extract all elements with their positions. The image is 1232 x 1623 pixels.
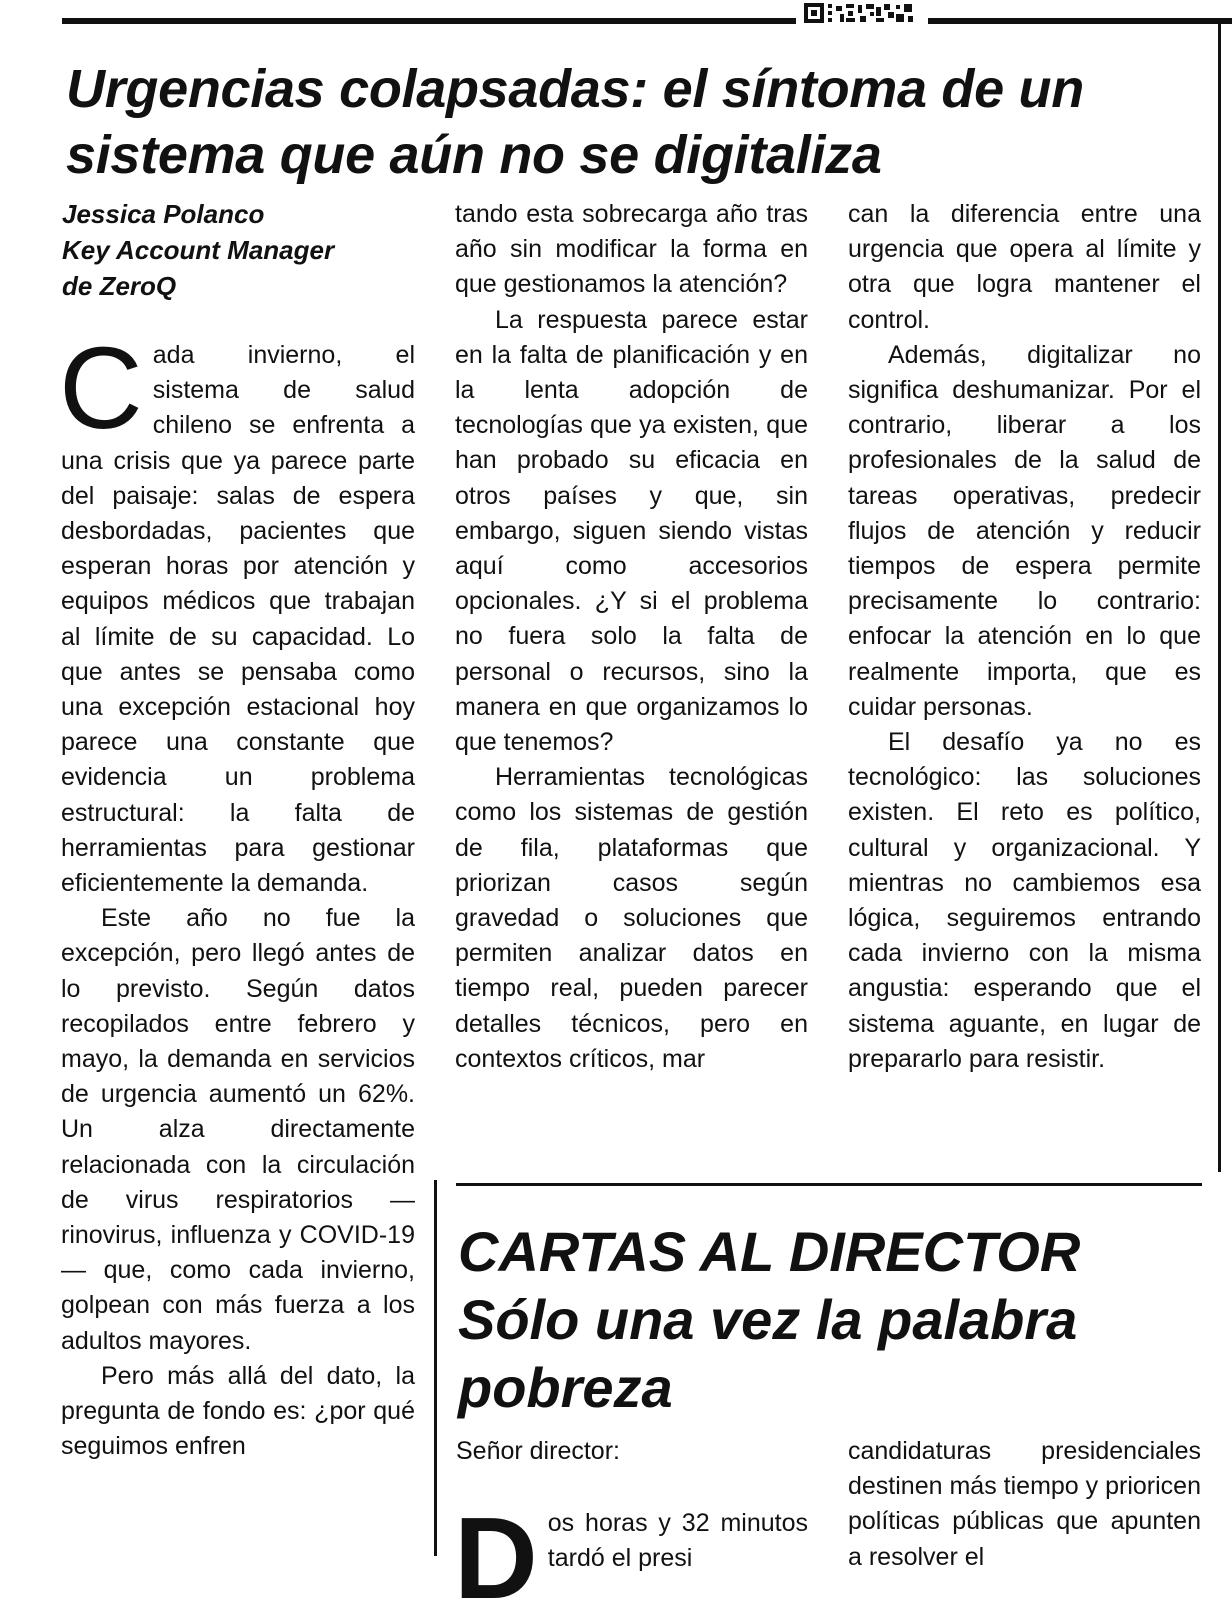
article-column-1 [59, 323, 415, 1465]
article-headline: Urgencias colapsadas: el síntoma de un sistema que aún no se digitaliza [66, 59, 1084, 185]
article-paragraph: Además, digitalizar no significa deshumanizar. Por el contrario, liberar a los profesionales de la salud de tareas operativas, predecir flujos de atención y reducir tiempos de espera permite precisamente lo contrario: enfocar la atención en lo que realmente importa, que es cuidar personas. [848, 340, 1201, 721]
drop-cap: D [454, 1493, 538, 1623]
paragraph-text: os horas y 32 minutos tardó el presi [547, 1509, 808, 1573]
paragraph-text: ada invierno, el sistema de salud chileno se enfrenta a una crisis que ya parece parte del paisaje: salas de espera desbordadas, pacientes que esperan horas por atención y equipos médicos que trabajan al límite de su capacidad. Lo que antes se pensaba como una excepción estacional hoy parece una constante que evidencia un problema estructural: la falta de herramientas para gestionar eficientemente la demanda. [61, 341, 415, 898]
letter-paragraph: candidaturas presidenciales destinen más tiempo y prioricen políticas públicas que apunten a resolver el [848, 1437, 1201, 1571]
article-column-2 [455, 197, 808, 1077]
article-paragraph [59, 323, 415, 901]
article-paragraph: Pero más allá del dato, la pregunta de fondo es: ¿por qué seguimos enfren [61, 1361, 415, 1461]
author-company: de ZeroQ [62, 271, 177, 301]
article-paragraph: tando esta sobrecarga año tras año sin modificar la forma en que gestionamos la atención? [455, 200, 808, 299]
column-rule-middle [434, 1180, 437, 1556]
letter-title-line-2: pobreza [458, 1356, 673, 1419]
article-paragraph: Este año no fue la excepción, pero llegó antes de lo previsto. Según datos recopilados entre febrero y mayo, la demanda en servicios de urgencia aumentó un 62%. Un alza directamente relacionada con la circulación de virus respiratorios —rinovirus, influenza y COVID-19— que, como cada invierno, golpean con más fuerza a los adultos mayores. [61, 904, 415, 1355]
letter-title-line-1: Sólo una vez la palabra [458, 1288, 1078, 1351]
top-rule-left [62, 18, 796, 24]
drop-cap: C [59, 323, 143, 453]
letter-column-left [454, 1493, 808, 1623]
letter-greeting: Señor director: [456, 1437, 620, 1465]
article-paragraph: La respuesta parece estar en la falta de planificación y en la lenta adopción de tecnologías que ya existen, que han probado su eficacia en otros países y que, sin embargo, siguen siendo vistas aquí como accesorios opcionales. ¿Y si el problema no fuera solo la falta de personal o recursos, sino la manera en que organizamos lo que tenemos? [455, 305, 808, 757]
author-role: Key Account Manager [62, 235, 335, 265]
qr-code-icon [800, 2, 916, 24]
letters-section-label: CARTAS AL DIRECTOR [458, 1220, 1081, 1283]
author-name: Jessica Polanco [62, 199, 265, 229]
letter-paragraph [454, 1493, 808, 1623]
article-paragraph: can la diferencia entre una urgencia que opera al límite y otra que logra mantener el control. [848, 200, 1201, 334]
column-rule-right [1218, 24, 1221, 1172]
article-paragraph: El desafío ya no es tecnológico: las soluciones existen. El reto es político, cultural y organizacional. Y mientras no cambiemos esa lógica, seguiremos entrando cada invierno con la misma angustia: esperando que el sistema aguante, en lugar de prepararlo para resistir. [848, 728, 1201, 1073]
author-byline [62, 196, 422, 304]
article-paragraph: Herramientas tecnológicas como los sistemas de gestión de fila, plataformas que priorizan casos según gravedad o soluciones que permiten analizar datos en tiempo real, pueden parecer detalles técnicos, pero en contextos críticos, mar [455, 763, 808, 1073]
section-divider [456, 1183, 1202, 1186]
article-column-3 [848, 197, 1201, 1077]
top-rule-right [928, 18, 1232, 24]
letter-column-right [848, 1434, 1201, 1575]
letters-section-title [458, 1218, 1198, 1422]
